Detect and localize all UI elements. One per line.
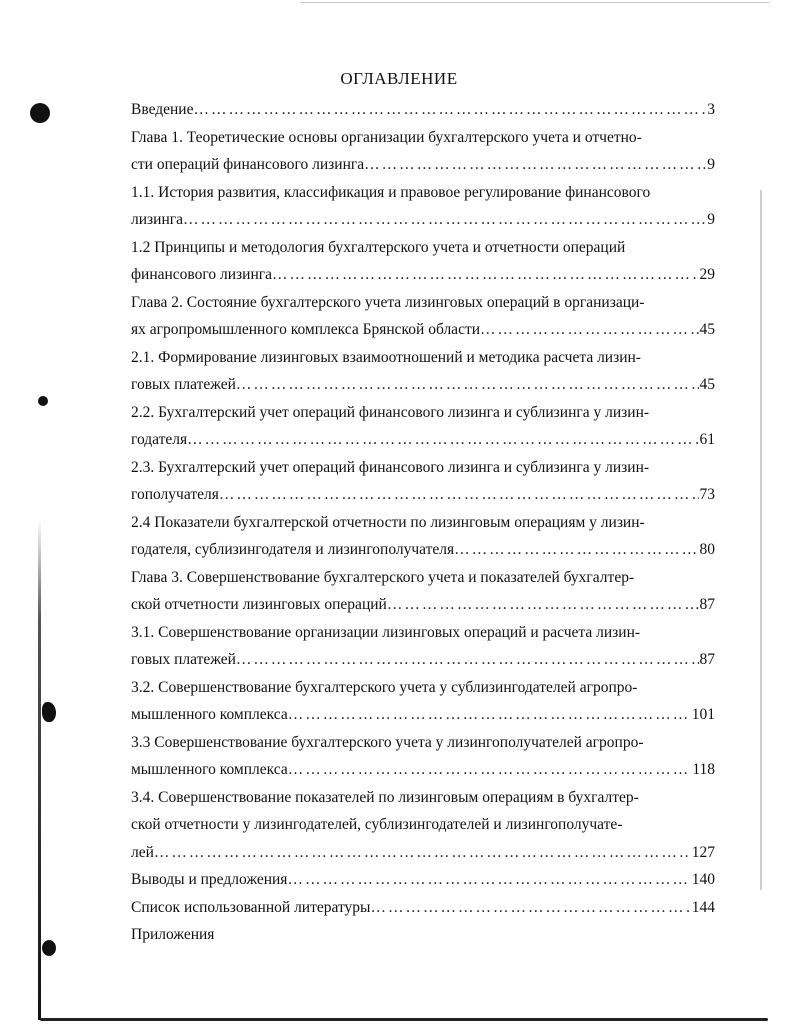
punch-hole-mark [38,396,48,406]
toc-page-number: 29 [699,266,715,283]
toc-dot-leader [287,866,690,894]
toc-entry [131,619,715,674]
toc-page-number: 101 [691,706,715,723]
toc-entry-line: 2.3. Бухгалтерский учет операций финансового лизинга и сублизинга у лизин- [131,458,650,476]
toc-entry-line: 3.3 Совершенствование бухгалтерского учета у лизингополучателей агропро- [131,733,644,751]
toc-entry [131,454,715,509]
toc-page-number: 9 [707,211,715,228]
toc-entry-title: Приложения [131,926,215,943]
toc-entry-last-line [131,206,715,234]
toc-entry-last-line [131,96,715,124]
toc-entry [131,564,715,619]
scan-artifact-top-line [300,2,770,3]
toc-entry-title: Выводы и предложения [131,871,288,888]
scan-artifact-right-line [760,190,762,890]
toc-entry-last-line [131,316,715,344]
toc-entry-last-line [131,536,715,564]
toc-dot-leader [193,96,706,124]
toc-entry [131,289,715,344]
toc-entry-line: 3.1. Совершенствование организации лизинговых операций и расчета лизин- [131,623,641,641]
toc-entry [131,399,715,454]
toc-entry [131,921,715,949]
toc-entry-title: годателя, сублизингодателя и лизингополучателя [131,541,455,558]
punch-hole-mark [30,103,50,123]
toc-dot-leader [370,894,690,922]
punch-hole-mark [42,702,56,722]
toc-entry-line: Глава 2. Состояние бухгалтерского учета лизинговых операций в организаци- [131,293,645,311]
toc-entry-title: годателя [131,431,188,448]
toc-page-number: 9 [707,156,715,173]
toc-entry-title: мышленного комплекса [131,706,288,723]
toc-entry-title: финансового лизинга [131,266,272,283]
toc-entry-last-line [131,426,715,454]
toc-entry-title: мышленного комплекса [131,761,288,778]
toc-entry-line: Глава 1. Теоретические основы организации бухгалтерского учета и отчетно- [131,128,642,146]
toc-page-number: 87 [699,596,715,613]
toc-dot-leader [219,481,699,509]
toc-entry-line: 3.2. Совершенствование бухгалтерского учета у сублизингодателей агропро- [131,678,638,696]
toc-entry-last-line [131,481,715,509]
toc-dot-leader [364,151,706,179]
toc-entry-last-line [131,591,715,619]
toc-entry-title: Список использованной литературы [131,898,371,916]
toc-page-number: 45 [699,321,715,338]
toc-entry-line: Глава 3. Совершенствование бухгалтерского учета и показателей бухгалтер- [131,568,635,586]
toc-entry [131,124,715,179]
toc-entry [131,179,715,234]
toc-page-number: 73 [699,486,715,503]
toc-entry-title: ях агропромышленного комплекса Брянской области [131,321,481,338]
toc-dot-leader [288,701,691,729]
toc-page-number: 3 [707,101,715,118]
toc-entry-last-line [131,371,715,399]
toc-entry [131,784,715,867]
toc-entry [131,674,715,729]
toc-entry-title: говых платежей [131,651,236,668]
toc-entry-last-line [131,261,715,289]
toc-page-number: 140 [691,871,715,888]
toc-entry-title: лей [131,843,154,861]
toc-dot-leader [387,591,699,619]
toc-entry-last-line [131,756,715,784]
toc-entry-last-line [131,866,715,894]
toc-dot-leader [236,646,699,674]
table-of-contents [131,96,715,949]
toc-dot-leader [236,371,699,399]
toc-entry [131,894,715,922]
punch-hole-mark [42,940,56,956]
toc-entry-title: ской отчетности лизинговых операций [131,596,387,613]
toc-entry-last-line [131,921,715,949]
toc-entry [131,729,715,784]
scan-artifact-left-edge [38,520,41,1020]
toc-dot-leader [187,426,698,454]
toc-entry [131,234,715,289]
toc-entry-last-line [131,894,715,922]
toc-page-number: 144 [691,898,715,916]
toc-entry-title: Введение [131,101,194,118]
toc-entry-line: ской отчетности у лизингодателей, сублизингодателей и лизингополучате- [131,816,623,833]
toc-page-number: 61 [699,431,715,448]
toc-entry [131,866,715,894]
toc-entry-line: 2.2. Бухгалтерский учет операций финансового лизинга и сублизинга у лизин- [131,403,650,421]
toc-entry-line: 3.4. Совершенствование показателей по лизинговым операциям в бухгалтер- [131,788,639,806]
toc-entry-last-line [131,839,715,867]
scan-artifact-bottom-line [40,1018,768,1021]
toc-page-number: 87 [699,651,715,668]
toc-page-number: 80 [699,541,715,558]
toc-entry [131,509,715,564]
toc-entry-line: 2.1. Формирование лизинговых взаимоотношений и методика расчета лизин- [131,348,641,366]
toc-dot-leader [272,261,699,289]
toc-entry-title: гополучателя [131,486,219,503]
toc-dot-leader [454,536,698,564]
toc-entry-line: 1.1. История развития, классификация и правовое регулирование финансового [131,183,651,201]
toc-entry-title: сти операций финансового лизинга [131,156,365,173]
toc-entry-last-line [131,646,715,674]
toc-page-number: 45 [699,376,715,393]
toc-entry-line: 2.4 Показатели бухгалтерской отчетности по лизинговым операциям у лизин- [131,513,645,531]
toc-entry [131,344,715,399]
toc-entry-last-line [131,151,715,179]
toc-entry-title: лизинга [131,211,183,228]
toc-entry-title: говых платежей [131,376,236,393]
toc-dot-leader [154,839,691,867]
toc-page-number: 127 [691,843,715,861]
toc-title: ОГЛАВЛЕНИЕ [340,69,458,88]
toc-page-number: 118 [692,761,715,778]
toc-entry-line: 1.2 Принципы и методология бухгалтерского учета и отчетности операций [131,238,626,256]
toc-entry-last-line [131,701,715,729]
toc-entry [131,96,715,124]
toc-dot-leader [480,316,698,344]
toc-dot-leader [288,756,692,784]
toc-dot-leader [183,206,706,234]
